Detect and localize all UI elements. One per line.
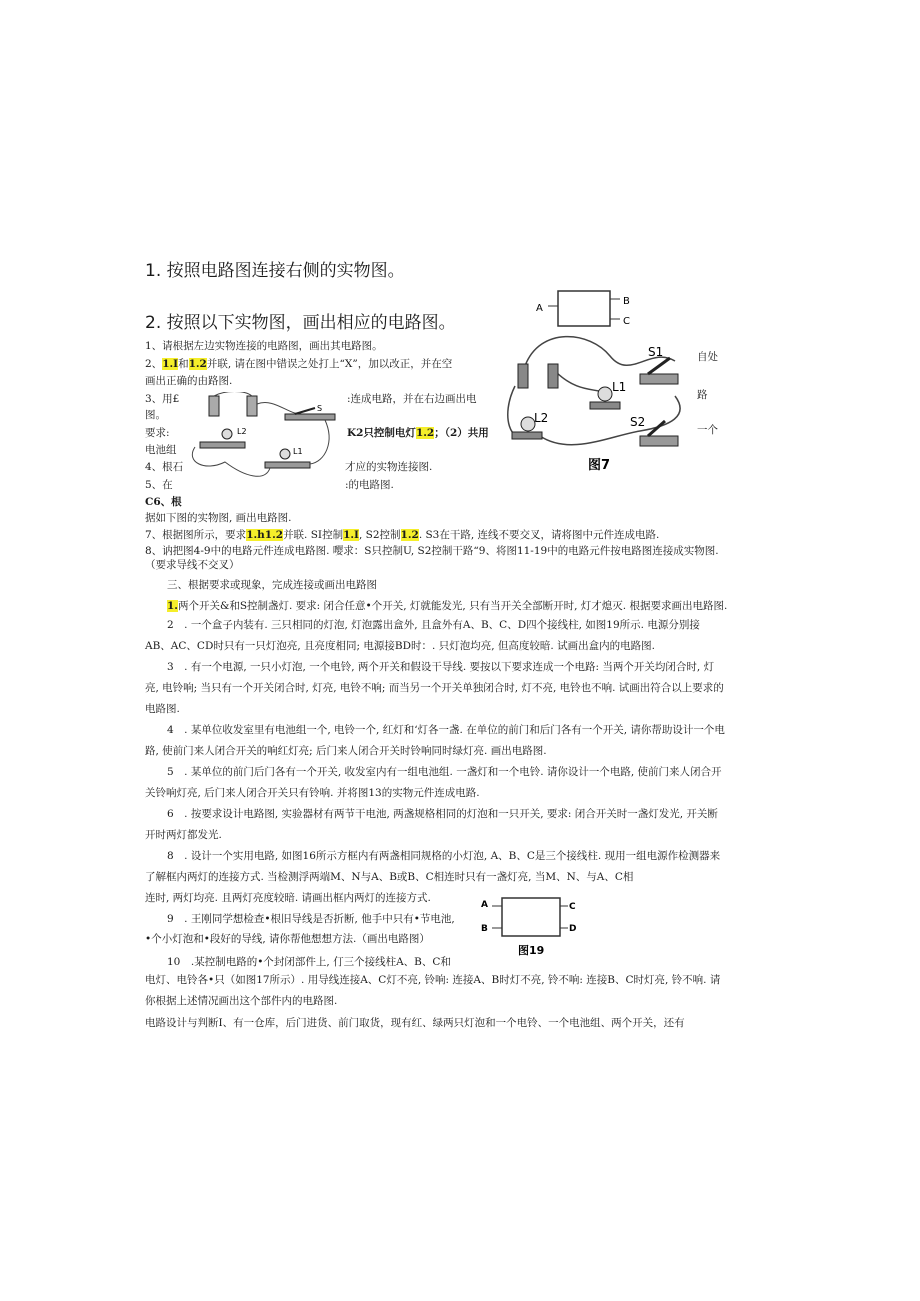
list-item-6-cont: 据如下图的实物图, 画出电路图. bbox=[145, 512, 292, 524]
list-item-7 bbox=[145, 528, 659, 542]
fig19-label-b: B bbox=[481, 924, 488, 934]
question-8-end: 连时, 两灯均亮. 且两灯亮度较暗. 请画出框内两灯的连接方式. bbox=[145, 892, 431, 904]
list-item-8: 8、讷把图4-9中的电路元件连成电路图. 嘤求：S只控制U, S2控制干路“9、将图11-19中的电路元件按电路图连接成实物图.（要求导线不交叉） bbox=[145, 545, 719, 571]
fig19-label-c: C bbox=[569, 902, 576, 912]
fig7-bulb-l2 bbox=[521, 417, 535, 431]
small-fig-label-s: S bbox=[317, 404, 323, 413]
list-item-3-c: 图。 bbox=[145, 409, 166, 421]
requirement-battery: 电池组 bbox=[145, 444, 177, 456]
list-item-7-c: , S2控制 bbox=[358, 529, 401, 541]
question-2: 2 . 一个盒子内装有. 三只相同的灯泡, 灯泡露出盒外, 且盒外有A、B、C、D四个接线柱, 如图19所示. 电源分别接AB、AC、CD时只有一只灯泡亮, 且亮度相同; 电源接BD时：. 只灯泡均亮, 但高度较暗. 试画出盒内的电路图. bbox=[145, 619, 700, 652]
highlight-7-1: 1.h1.2 bbox=[246, 529, 284, 541]
list-item-6: C6、根 bbox=[145, 496, 182, 508]
question-6: 6 . 按要求设计电路图, 实验器材有两节干电池, 两盏规格相同的灯泡和一只开关, 要求: 闭合开关时一盏灯发光, 开关断开时两灯都发光. bbox=[145, 808, 718, 841]
question-4: 4 . 某单位收发室里有电池组一个, 电铃一个, 红灯和‘灯各一盏. 在单位的前门和后门各有一个开关, 请你帮助设计一个电路, 使前门来人闭合开关的响红灯亮; 后门来人闭合开关时铃响同时绿灯亮. 画出电路图. bbox=[145, 724, 725, 757]
question-3: 3 . 有一个电源, 一只小灯泡, 一个电铃, 两个开关和假设干导线. 要按以下要求连成一个电路: 当两个开关均闭合时, 灯亮, 电铃响; 当只有一个开关闭合时, 灯亮, 电铃不响; 而当另一个开关单独闭合时, 灯不亮, 电铃也不响. 试画出符合以上要求的电路图. bbox=[145, 661, 724, 715]
list-item-2-and: 和 bbox=[178, 358, 189, 370]
question-9-a: 9 . 王刚同学想检查•根旧导线是否折断, 他手中只有•节电池, bbox=[167, 913, 455, 925]
fig19-caption: 图19 bbox=[518, 944, 545, 957]
requirement-shared: ；（2）共用 bbox=[434, 427, 489, 439]
fig19-box bbox=[502, 898, 560, 936]
list-item-2-prefix: 2、 bbox=[145, 358, 163, 370]
fig7-battery-2 bbox=[548, 364, 558, 388]
fig19-label-a: A bbox=[481, 900, 488, 910]
list-item-3-b: :连成电路，并在右边画出电 bbox=[347, 393, 477, 405]
highlight-7-2: 1.I bbox=[343, 529, 359, 541]
list-item-7-d: . S3在干路, 连线不要交叉，请将图中元件连成电路. bbox=[418, 529, 660, 541]
highlight-l2: 1.2 bbox=[188, 358, 207, 370]
question-1 bbox=[167, 599, 727, 613]
list-item-5-a: 5、在 bbox=[145, 479, 173, 491]
list-item-7-b: 并联. SI控制 bbox=[283, 529, 344, 541]
fig7-box bbox=[558, 291, 610, 326]
highlight-q1: 1. bbox=[167, 600, 178, 612]
fig7-label-l2: L2 bbox=[534, 411, 549, 425]
fig7-bulb-l1 bbox=[598, 387, 612, 401]
question-1-text: 两个开关&和S控制盏灯. 要求: 闭合任意•个开关, 灯就能发光, 只有当开关全部断开时, 灯才熄灭. 根据要求画出电路图. bbox=[177, 600, 728, 612]
list-item-4-b: 才应的实物连接图. bbox=[345, 461, 433, 473]
question-5: 5 . 某单位的前门后门各有一个开关, 收发室内有一组电池组. 一盏灯和一个电铃. 请你设计一个电路, 使前门来人闭合开关铃响灯亮, 后门来人闭合开关只有铃响. 并将图13的实物元件连成电路. bbox=[145, 766, 722, 799]
fig7-caption: 图7 bbox=[588, 458, 611, 473]
highlight-7-3: 1.2 bbox=[400, 529, 419, 541]
requirement-text bbox=[347, 426, 489, 440]
fig7-label-s2: S2 bbox=[630, 415, 646, 429]
fig7-label-l1: L1 bbox=[612, 380, 627, 394]
highlight-l1: 1.I bbox=[162, 358, 179, 370]
fig7-label-b: B bbox=[623, 296, 630, 307]
fig7-label-s1: S1 bbox=[648, 345, 664, 359]
small-circuit-figure bbox=[175, 392, 345, 487]
fig7-side-text-2: 路 bbox=[697, 389, 708, 401]
question-10-a: 10 .某控制电路的•个封闭部件上, 仃三个接线柱A、B、C和 bbox=[167, 956, 451, 968]
list-item-4-a: 4、根石 bbox=[145, 461, 184, 473]
highlight-req-l2: 1.2 bbox=[415, 427, 435, 439]
question-9-b: •个小灯泡和•段好的导线, 请你帮他想想方法.（画出电路图） bbox=[145, 933, 430, 945]
section-3-title: 三、根据要求或现象，完成连接或画出电路图 bbox=[167, 579, 377, 591]
fig7-side-text-3: 一个 bbox=[697, 424, 718, 436]
requirement-label: 要求: bbox=[145, 427, 170, 439]
final-paragraph: 电路设计与判断I、有一仓库，后门进货、前门取货，现有红、绿两只灯泡和一个电铃、一个电池组、两个开关，还有 bbox=[145, 1017, 685, 1029]
list-item-5-b: :的电路图. bbox=[345, 479, 394, 491]
fig7-label-a: A bbox=[536, 303, 543, 314]
question-8: 8 . 设计一个实用电路, 如图16所示方框内有两盏相同规格的小灯泡, A、B、C是三个接线柱. 现用一组电源作检测器来了解框内两灯的连接方式. 当检测浮两端M、N与A、B或B、C相连时只有一盏灯亮, 当M、N、与A、C相 bbox=[145, 850, 721, 883]
list-item-2 bbox=[145, 357, 452, 371]
fig19-label-d: D bbox=[569, 924, 577, 934]
heading-2: 2. 按照以下实物图，画出相应的电路图。 bbox=[145, 313, 456, 333]
requirement-k2: K2只控制电灯 bbox=[347, 427, 416, 439]
fig7-label-c: C bbox=[623, 316, 630, 327]
fig7-side-text-1: 自处 bbox=[697, 351, 718, 363]
fig7-battery-1 bbox=[518, 364, 528, 388]
figure-7 bbox=[500, 286, 720, 481]
list-item-3-a: 3、用£ bbox=[145, 393, 180, 405]
heading-1: 1. 按照电路图连接右侧的实物图。 bbox=[145, 261, 405, 281]
fig7-switch-s2 bbox=[640, 436, 678, 446]
fig7-switch-s1 bbox=[640, 374, 678, 384]
list-item-7-a: 7、根据图所示，要求 bbox=[145, 529, 247, 541]
list-item-2-cont: 画出正确的由路图. bbox=[145, 375, 233, 387]
figure-19 bbox=[478, 892, 578, 960]
small-fig-label-l1: L1 bbox=[293, 447, 303, 456]
question-10-b: 电灯、电铃各•只（如图17所示）. 用导线连接A、C灯不亮, 铃响: 连接A、B时灯不亮, 铃不响: 连接B、C时灯亮, 铃不响. 请你根据上述情况画出这个部件内的电路图. bbox=[145, 974, 721, 1007]
small-fig-label-l2: L2 bbox=[237, 427, 247, 436]
list-item-1: 1、请根据左边实物连接的电路图，画出其电路图。 bbox=[145, 340, 383, 352]
list-item-2-text: 并联, 请在图中错误之处打上“X”，加以改正，并在空 bbox=[206, 358, 453, 370]
